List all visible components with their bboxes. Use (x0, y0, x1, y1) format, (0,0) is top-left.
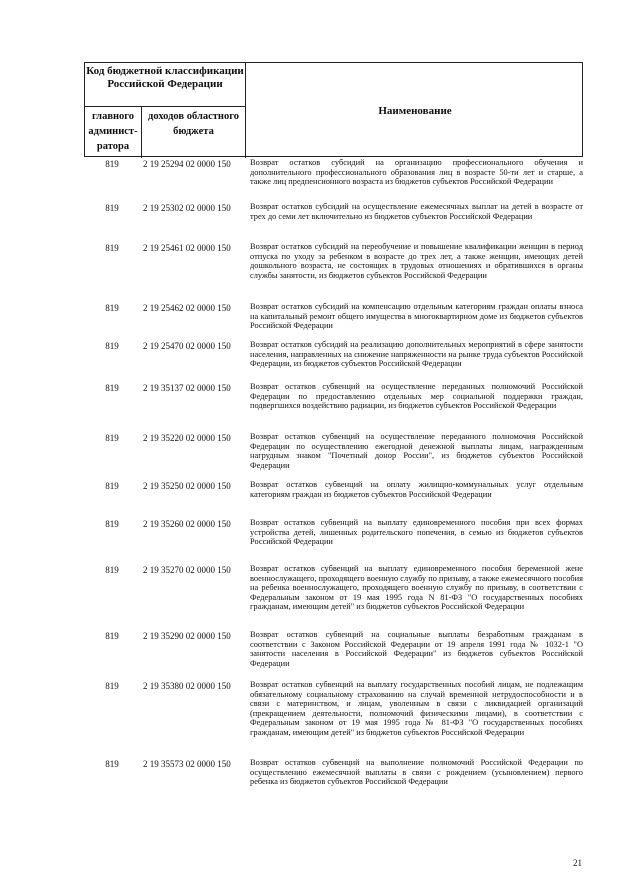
name-cell: Возврат остатков субсидий на организацию профессионального обучения и дополнительного профессионального образования лиц в возрасте 50-ти лет и старше, а также лиц предпенсионного возраста из бюджетов субъектов Российской Федерации (250, 158, 583, 187)
budget-code-cell: 2 19 35260 02 0000 150 (143, 519, 231, 529)
budget-code-cell: 2 19 25294 02 0000 150 (143, 159, 231, 169)
budget-code-cell: 2 19 35137 02 0000 150 (143, 383, 231, 393)
name-cell: Возврат остатков субвенций на выполнение полномочий Российской Федерации по осуществлению ежемесячной выплаты в связи с рождением (усыновлением) первого ребенка из бюджетов субъектов Российской Федерации (250, 758, 583, 787)
income-column-header: доходов областного бюджета (148, 111, 239, 137)
budget-code-cell: 2 19 35250 02 0000 150 (143, 481, 231, 491)
name-cell: Возврат остатков субсидий на осуществление ежемесячных выплат на детей в возрасте от трех до семи лет включительно из бюджетов субъектов Российской Федерации (250, 202, 583, 221)
admin-code-cell: 819 (105, 681, 119, 691)
admin-code-cell: 819 (105, 243, 119, 253)
admin-column-header: главного админист- ратора (88, 111, 138, 152)
name-cell: Возврат остатков субсидий на реализацию дополнительных мероприятий в сфере занятости населения, направленных на снижение напряженности на рынке труда субъектов Российской Федерации, из бюджетов субъектов Российской Федерации (250, 340, 583, 369)
budget-code-cell: 2 19 35573 02 0000 150 (143, 759, 231, 769)
budget-code-cell: 2 19 25461 02 0000 150 (143, 243, 231, 253)
budget-code-cell: 2 19 35290 02 0000 150 (143, 631, 231, 641)
admin-code-cell: 819 (105, 203, 119, 213)
name-cell: Возврат остатков субвенций на осуществление переданных полномочий Российской Федерации по предоставлению отдельных мер социальной поддержки граждан, подвергшихся воздействию радиации, из бюджетов субъектов Российской Федерации (250, 382, 583, 411)
header-divider (85, 106, 245, 107)
name-cell: Возврат остатков субвенций на выплату единовременного пособия при всех формах устройства детей, лишенных родительского попечения, в семью из бюджетов субъектов Российской Федерации (250, 518, 583, 547)
admin-code-cell: 819 (105, 303, 119, 313)
name-cell: Возврат остатков субсидий на переобучение и повышение квалификации женщин в период отпуска по уходу за ребенком в возрасте до трех лет, а также женщин, имеющих детей дошкольного возраста, не состоящих в трудовых отношениях и обратившихся в органы службы занятости, из бюджетов субъектов Российской Федерации (250, 242, 583, 280)
name-cell: Возврат остатков субвенций на осуществление переданного полномочия Российской Федерации по осуществлению ежегодной денежной выплаты лицам, награжденным нагрудным знаком "Почетный донор России", из бюджетов субъектов Российской Федерации (250, 432, 583, 470)
name-cell: Возврат остатков субсидий на компенсацию отдельным категориям граждан оплаты взноса на капитальный ремонт общего имущества в многоквартирном доме из бюджетов субъектов Российской Федерации (250, 302, 583, 331)
budget-code-cell: 2 19 35220 02 0000 150 (143, 433, 231, 443)
admin-code-cell: 819 (105, 759, 119, 769)
admin-code-cell: 819 (105, 383, 119, 393)
admin-code-cell: 819 (105, 159, 119, 169)
budget-code-cell: 2 19 25470 02 0000 150 (143, 341, 231, 351)
name-cell: Возврат остатков субвенций на выплату единовременного пособия беременной жене военнослужащего, проходящего военную службу по призыву, а также ежемесячного пособия на ребенка военнослужащего, проходящего военную службу по призыву, в соответствии с Федеральным законом от 19 мая 1995 года N 81-ФЗ "О государственных пособиях гражданам, имеющим детей" из бюджетов субъектов Российской Федерации (250, 564, 583, 612)
budget-code-cell: 2 19 35380 02 0000 150 (143, 681, 231, 691)
table-header (84, 62, 583, 157)
budget-code-header: Код бюджетной классификации Российской Федерации (86, 65, 244, 90)
name-cell: Возврат остатков субвенций на выплату государственных пособий лицам, не подлежащим обязательному социальному страхованию на случай временной нетрудоспособности и в связи с материнством, и лицам, уволенным в связи с ликвидацией организаций (прекращением деятельности, полномочий физическими лицами), в соответствии с Федеральным законом от 19 мая 1995 года № 81-ФЗ "О государственных пособиях гражданам, имеющим детей" из бюджетов субъектов Российской Федерации (250, 680, 583, 737)
admin-code-cell: 819 (105, 433, 119, 443)
name-cell: Возврат остатков субвенций на оплату жилищно-коммунальных услуг отдельным категориям граждан из бюджетов субъектов Российской Федерации (250, 480, 583, 499)
admin-code-cell: 819 (105, 565, 119, 575)
budget-code-cell: 2 19 25302 02 0000 150 (143, 203, 231, 213)
admin-code-cell: 819 (105, 631, 119, 641)
name-cell: Возврат остатков субвенций на социальные выплаты безработным гражданам в соответствии с Законом Российской Федерации от 19 апреля 1991 года № 1032-1 "О занятости населения в Российской Федерации" из бюджетов субъектов Российской Федерации (250, 630, 583, 668)
admin-code-cell: 819 (105, 481, 119, 491)
name-column-header: Наименование (378, 104, 452, 117)
admin-code-cell: 819 (105, 519, 119, 529)
page-number: 21 (573, 858, 582, 868)
admin-code-cell: 819 (105, 341, 119, 351)
budget-code-cell: 2 19 35270 02 0000 150 (143, 565, 231, 575)
budget-code-cell: 2 19 25462 02 0000 150 (143, 303, 231, 313)
